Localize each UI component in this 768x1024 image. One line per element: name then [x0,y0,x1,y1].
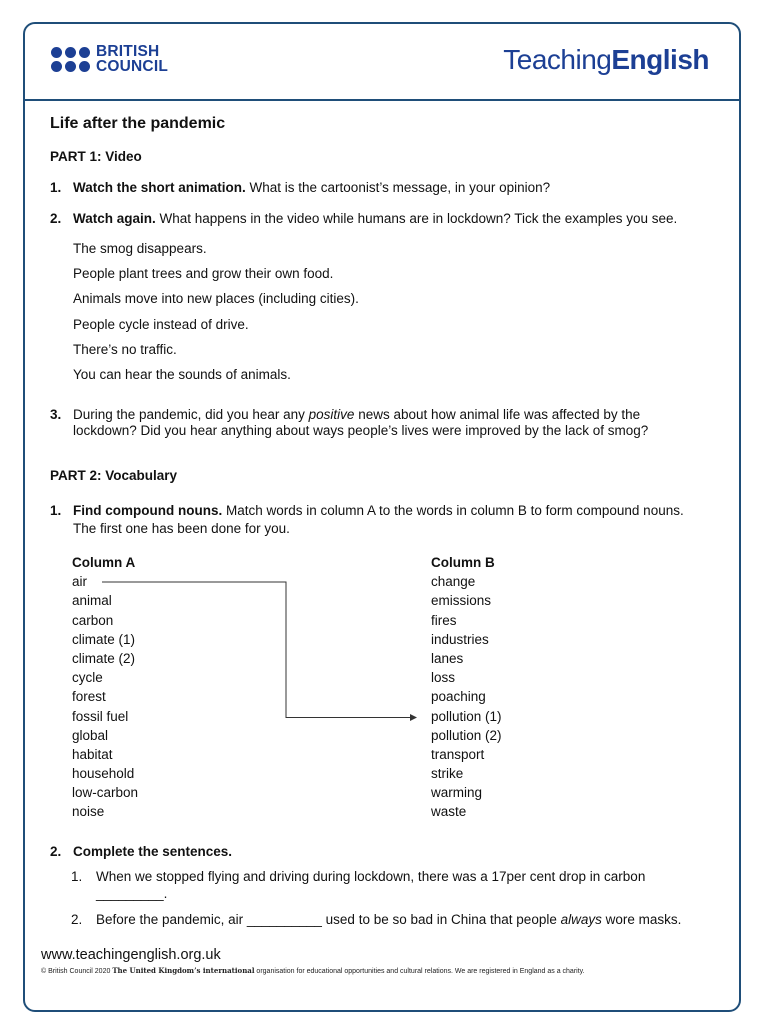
part2-heading: PART 2: Vocabulary [50,468,178,483]
column-b-item: warming [431,785,483,801]
column-b-item: strike [431,766,464,782]
match-arrow-connector [50,0,730,760]
column-a-item: animal [72,593,112,609]
column-a-item: habitat [72,746,113,762]
column-a-item: air [72,574,88,590]
column-a-heading: Column A [72,555,136,570]
column-b-item: waste [431,804,467,820]
option-no-traffic: There’s no traffic. [73,342,177,357]
column-a-item: noise [72,804,105,820]
column-b-item: transport [431,746,485,762]
column-a-item: climate (1) [72,631,136,647]
page-title: Life after the pandemic [50,115,226,132]
column-a-item: carbon [72,612,114,628]
part1-heading: PART 1: Video [50,149,142,164]
column-b-item: change [431,574,476,590]
column-b-item: lanes [431,650,464,666]
column-b-item: pollution (1) [431,708,502,724]
column-b-item: poaching [431,689,486,705]
footer-copyright: © British Council 2020 The United Kingdom’s international organisation for educational opportunities and cultural relations. We are registered in England as a charity. [41,966,585,975]
option-cycle: People cycle instead of drive. [73,317,249,332]
option-animals-move: Animals move into new places (including cities). [73,291,359,306]
column-a-item: low-carbon [72,785,139,801]
column-b-item: fires [431,612,457,628]
column-a-item: global [72,727,109,743]
column-a-item: fossil fuel [72,708,129,724]
column-b-item: pollution (2) [431,727,502,743]
part2-question-1-line-2: The first one has been done for you. [73,521,290,536]
teaching-english-logo: TeachingEnglish [503,44,709,75]
column-b-item: industries [431,631,489,647]
footer-url: www.teachingenglish.org.uk [41,947,221,963]
column-b-item: emissions [431,593,492,609]
column-b-heading: Column B [431,555,495,570]
option-smog: The smog disappears. [73,241,207,256]
option-animal-sounds: You can hear the sounds of animals. [73,367,291,382]
column-a-item: cycle [72,670,103,686]
column-a-item: forest [72,689,106,705]
sentence-1-blank: _________. [96,886,168,901]
column-a-item: climate (2) [72,650,136,666]
option-plant-trees: People plant trees and grow their own food. [73,266,334,281]
column-b-item: loss [431,670,456,686]
part1-question-3-line-2: lockdown? Did you hear anything about ways people’s lives were improved by the lack of smog? [73,423,649,438]
brand-line-2: COUNCIL [96,58,169,75]
brand-line-1: BRITISH [96,43,160,60]
column-a-item: household [72,766,135,782]
